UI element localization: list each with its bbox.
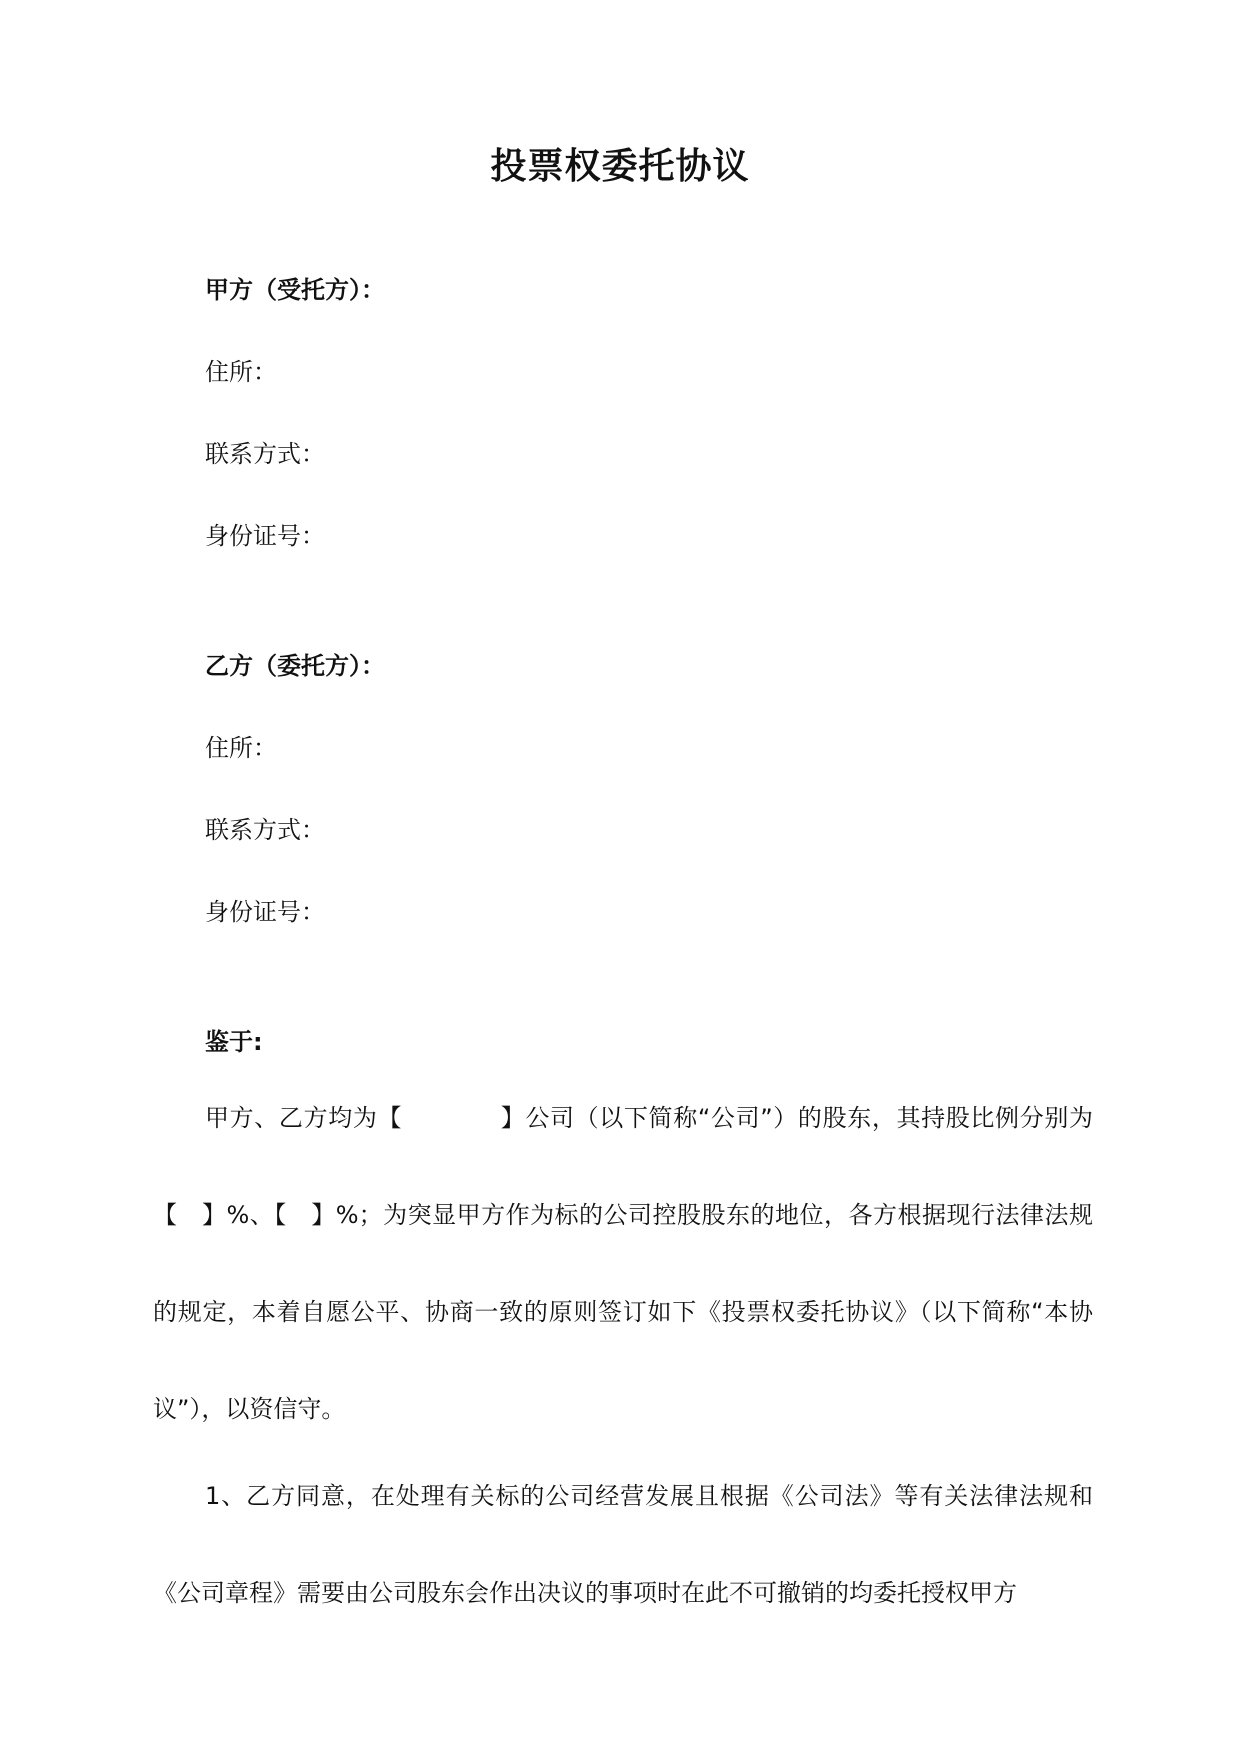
party-a-heading: 甲方（受托方）：	[205, 276, 385, 304]
clause-1-paragraph: 1、乙方同意，在处理有关标的公司经营发展且根据《公司法》等有关法律法规和《公司章程》需要由公司股东会作出决议的事项时在此不可撤销的均委托授权甲方	[153, 1482, 1093, 1607]
party-b-id-label: 身份证号：	[205, 898, 325, 926]
whereas-heading: 鉴于:	[205, 1028, 263, 1056]
document-title: 投票权委托协议	[490, 146, 750, 187]
party-b-address-label: 住所：	[205, 734, 277, 762]
party-a-address-label: 住所：	[205, 358, 277, 386]
party-b-contact-label: 联系方式：	[205, 816, 325, 844]
party-a-contact-label: 联系方式：	[205, 440, 325, 468]
whereas-paragraph: 甲方、乙方均为【 】公司（以下简称“公司”）的股东，其持股比例分别为【 】%、【 】%；为突显甲方作为标的公司控股股东的地位，各方根据现行法律法规的规定，本着自愿公平、协商一致的原则签订如下《投票权委托协议》（以下简称“本协议”），以资信守。	[153, 1104, 1093, 1423]
party-a-id-label: 身份证号：	[205, 522, 325, 550]
party-b-heading: 乙方（委托方）：	[205, 652, 385, 680]
